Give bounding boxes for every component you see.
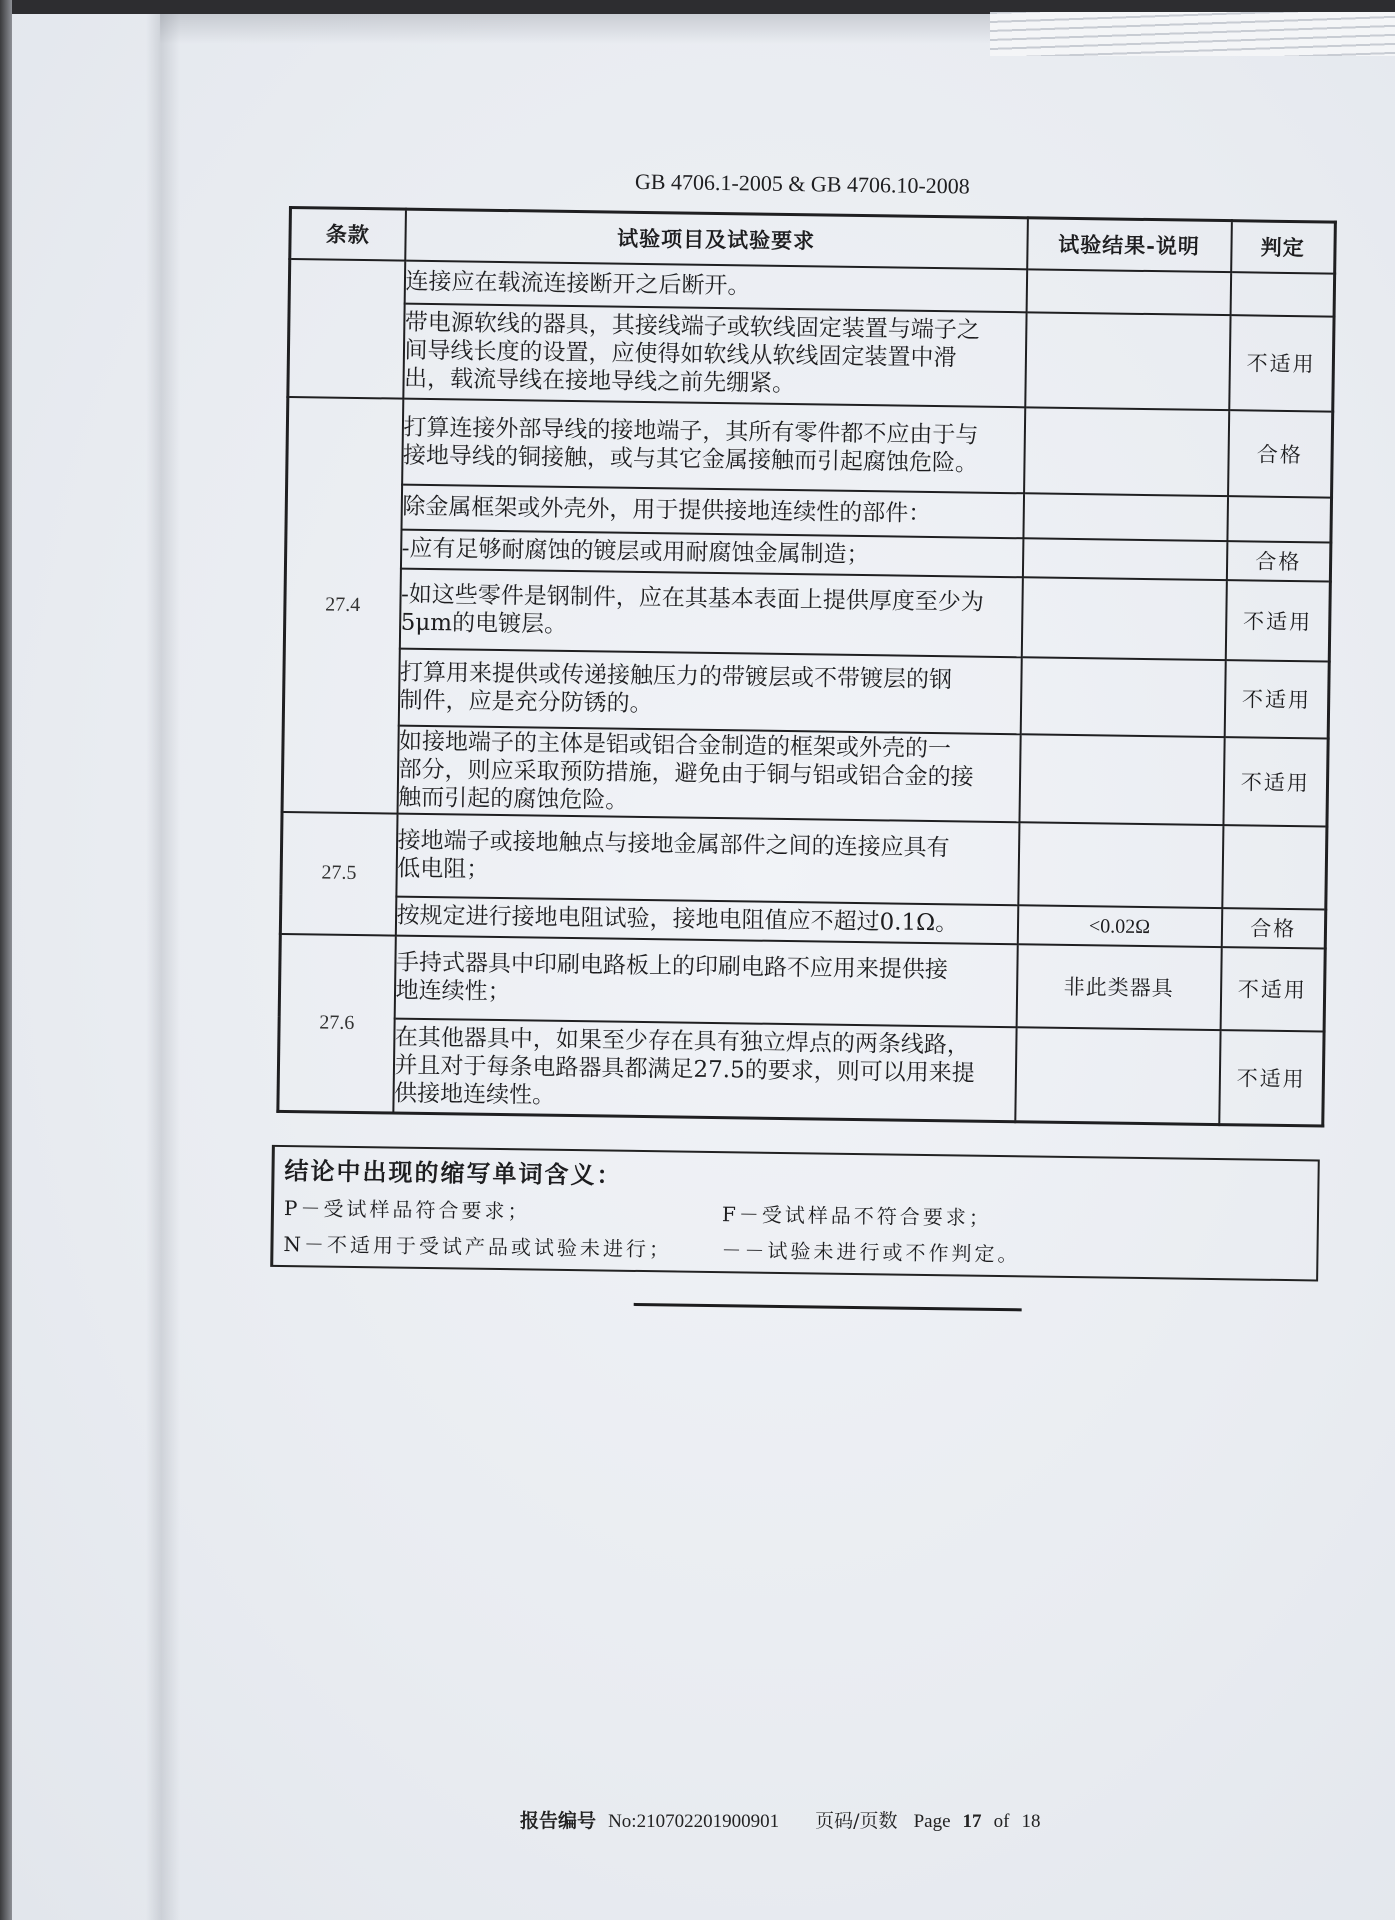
result-cell	[1020, 657, 1225, 737]
document-sheet	[259, 150, 1345, 1335]
table-row	[282, 723, 1328, 826]
legend-item-not-tested: －－试验未进行或不作判定。	[721, 1238, 1021, 1267]
scan-left-edge	[0, 0, 12, 1920]
table-row	[283, 646, 1329, 738]
requirement-line: 低电阻；	[397, 855, 490, 883]
table-row	[287, 397, 1333, 498]
legend-item-not-applicable: N－不适用于受试产品或试验未进行；	[283, 1232, 673, 1262]
verdict-cell: 合格	[1228, 410, 1333, 497]
requirement-cell	[393, 1018, 1016, 1122]
header-clause: 条款	[290, 208, 406, 261]
header-requirement: 试验项目及试验要求	[405, 209, 1028, 269]
result-cell	[1018, 822, 1223, 908]
table-row	[281, 811, 1327, 909]
requirement-line: 打算用来提供或传递接触压力的带镀层或不带镀层的钢	[399, 659, 953, 694]
header-result: 试验结果-说明	[1027, 218, 1232, 272]
page-current: 17	[962, 1811, 982, 1832]
requirement-cell	[399, 568, 1022, 657]
result-cell	[1015, 1027, 1220, 1125]
requirement-line: 触而引起的腐蚀危险。	[398, 784, 629, 814]
result-cell	[1026, 269, 1231, 315]
requirement-line: 按规定进行接地电阻试验，接地电阻值应不超过0.1Ω。	[396, 902, 959, 937]
verdict-cell	[1230, 272, 1335, 316]
verdict-cell	[1227, 496, 1332, 542]
requirement-cell	[397, 725, 1020, 822]
verdict-cell: 不适用	[1223, 737, 1328, 826]
requirement-line: 如接地端子的主体是铝或铝合金制造的框架或外壳的一	[398, 728, 952, 762]
requirement-line: -如这些零件是钢制件，应在其基本表面上提供厚度至少为	[400, 581, 984, 616]
page-word: Page	[913, 1811, 951, 1832]
requirement-cell	[394, 935, 1017, 1027]
requirement-line: -应有足够耐腐蚀的镀层或用耐腐蚀金属制造；	[401, 535, 870, 569]
result-cell	[1019, 734, 1224, 825]
legend-title: 结论中出现的缩写单词含义：	[284, 1156, 623, 1190]
table-row	[288, 302, 1334, 412]
report-number: No:210702201900901	[608, 1811, 780, 1832]
requirement-line: 制件，应是充分防锈的。	[399, 687, 653, 718]
verdict-cell	[1222, 825, 1327, 909]
verdict-cell: 合格	[1221, 908, 1326, 948]
header-verdict: 判定	[1231, 221, 1336, 273]
test-results-table	[276, 206, 1337, 1128]
page-top-shadow	[160, 14, 990, 44]
requirement-line: 地连续性；	[395, 977, 511, 1006]
requirement-line: 间导线长度的设置，应使得如软线从软线固定装置中滑	[404, 337, 957, 372]
table-row	[278, 1016, 1324, 1126]
requirement-line: 出，载流导线在接地导线之前先绷紧。	[403, 365, 796, 398]
table-row	[279, 933, 1325, 1031]
requirement-cell	[398, 648, 1021, 734]
binding-fold-shadow	[146, 14, 180, 1920]
requirement-cell	[396, 813, 1019, 905]
scan-page-stack-edges	[990, 12, 1395, 56]
result-cell	[1025, 312, 1230, 410]
verdict-cell: 合格	[1226, 541, 1331, 581]
verdict-cell: 不适用	[1225, 580, 1330, 661]
table-row	[284, 566, 1330, 661]
result-cell	[1017, 905, 1222, 947]
clause-cell: 27.5	[280, 811, 397, 935]
requirement-line: 带电源软线的器具，其接线端子或软线固定装置与端子之	[404, 309, 981, 344]
result-cell	[1024, 407, 1229, 496]
requirement-line: 手持式器具中印刷电路板上的印刷电路不应用来提供接	[395, 949, 949, 984]
verdict-cell: 不适用	[1224, 660, 1329, 738]
result-cell	[1022, 538, 1227, 580]
page-label: 页码/页数	[815, 1810, 898, 1832]
result-cell	[1023, 493, 1228, 541]
requirement-line: 部分，则应采取预防措施，避免由于铜与铝或铝合金的接	[398, 756, 974, 791]
standard-title: GB 4706.1-2005 & GB 4706.10-2008	[634, 168, 970, 199]
clause-cell: 27.6	[278, 933, 395, 1113]
verdict-cell: 不适用	[1229, 315, 1334, 411]
requirement-cell	[402, 398, 1025, 493]
verdict-cell: 不适用	[1219, 1030, 1324, 1126]
page-footer	[520, 1806, 1046, 1836]
requirement-cell	[403, 303, 1026, 407]
result-cell	[1021, 577, 1226, 660]
report-number-label: 报告编号	[520, 1810, 597, 1832]
page-of: of	[993, 1811, 1010, 1832]
abbreviation-legend	[270, 1145, 1320, 1282]
requirement-line: 在其他器具中，如果至少存在具有独立焊点的两条线路，	[394, 1024, 971, 1059]
requirement-line: 供接地连续性。	[393, 1080, 556, 1109]
requirement-line: 并且对于每条电路器具都满足27.5的要求，则可以用来提	[394, 1052, 975, 1087]
end-of-section-rule	[634, 1303, 1022, 1311]
page-total: 18	[1021, 1811, 1041, 1832]
clause-cell	[288, 259, 405, 399]
result-value: <0.02Ω	[1088, 914, 1151, 938]
legend-item-fail: F－受试样品不符合要求；	[721, 1202, 992, 1230]
verdict-cell: 不适用	[1220, 947, 1325, 1031]
clause-cell: 27.4	[282, 397, 403, 814]
requirement-line: 打算连接外部导线的接地端子，其所有零件都不应由于与	[403, 414, 979, 449]
legend-item-pass: P－受试样品符合要求；	[283, 1196, 531, 1224]
requirement-line: 除金属框架或外壳外，用于提供接地连续性的部件：	[402, 493, 932, 527]
requirement-line: 连接应在载流连接断开之后断开。	[405, 268, 751, 300]
result-cell: 非此类器具	[1016, 944, 1221, 1030]
requirement-line: 接地端子或接地触点与接地金属部件之间的连接应具有	[397, 827, 950, 862]
requirement-line: 5μm的电镀层。	[400, 609, 568, 638]
requirement-line: 接地导线的铜接触，或与其它金属接触而引起腐蚀危险。	[402, 442, 979, 477]
